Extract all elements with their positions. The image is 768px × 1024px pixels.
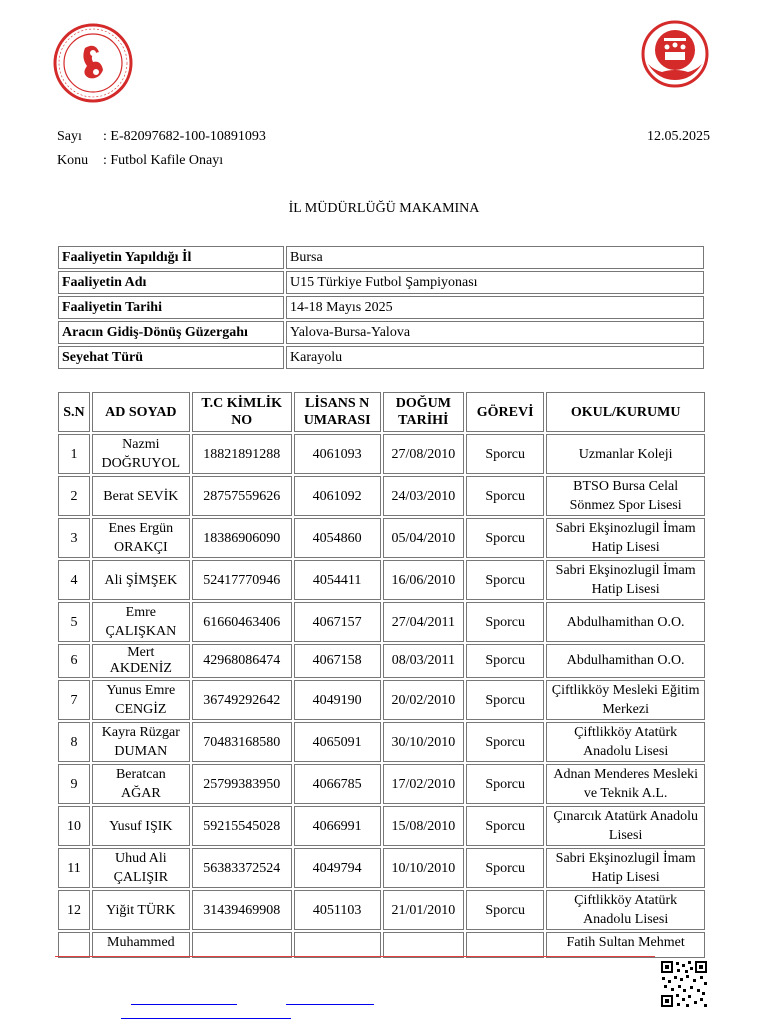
ministry-logo xyxy=(52,22,134,104)
konu-row xyxy=(57,153,357,171)
info-value: U15 Türkiye Futbol Şampiyonası xyxy=(286,271,704,294)
row-tc: 18821891288 xyxy=(192,434,292,474)
row-tc: 42968086474 xyxy=(192,644,292,678)
row-license: 4066785 xyxy=(294,764,381,804)
row-name: Uhud Ali ÇALIŞIR xyxy=(92,848,190,888)
row-role: Sporcu xyxy=(466,680,544,720)
row-name: Berat SEVİK xyxy=(92,476,190,516)
footer-link-1[interactable] xyxy=(131,996,237,1008)
table-row xyxy=(58,476,705,516)
row-birthdate: 08/03/2011 xyxy=(383,644,464,678)
row-name: Yiğit TÜRK xyxy=(92,890,190,930)
row-license: 4067157 xyxy=(294,602,381,642)
table-row xyxy=(58,764,705,804)
info-value: Bursa xyxy=(286,246,704,269)
row-school: BTSO Bursa Celal Sönmez Spor Lisesi xyxy=(546,476,705,516)
row-license: 4067158 xyxy=(294,644,381,678)
document-date: 12.05.2025 xyxy=(647,129,710,144)
row-tc: 28757559626 xyxy=(192,476,292,516)
info-row xyxy=(58,296,704,319)
row-sn: 8 xyxy=(58,722,90,762)
row-name: Beratcan AĞAR xyxy=(92,764,190,804)
row-role: Sporcu xyxy=(466,560,544,600)
table-row xyxy=(58,806,705,846)
table-row xyxy=(58,644,705,678)
row-tc: 36749292642 xyxy=(192,680,292,720)
row-role: Sporcu xyxy=(466,806,544,846)
row-sn: 5 xyxy=(58,602,90,642)
row-license: 4066991 xyxy=(294,806,381,846)
row-sn: 1 xyxy=(58,434,90,474)
row-role: Sporcu xyxy=(466,476,544,516)
row-tc: 31439469908 xyxy=(192,890,292,930)
row-school: Fatih Sultan Mehmet xyxy=(546,932,705,958)
sayi-label: Sayı xyxy=(57,129,82,144)
row-school: Sabri Ekşinozlugil İmam Hatip Lisesi xyxy=(546,848,705,888)
row-birthdate: 21/01/2010 xyxy=(383,890,464,930)
column-header-license: LİSANS N UMARASI xyxy=(294,392,381,432)
row-license: 4065091 xyxy=(294,722,381,762)
info-row xyxy=(58,271,704,294)
row-license: 4061093 xyxy=(294,434,381,474)
row-role xyxy=(466,932,544,958)
row-name: Enes Ergün ORAKÇI xyxy=(92,518,190,558)
row-license: 4049794 xyxy=(294,848,381,888)
info-label: Faaliyetin Tarihi xyxy=(58,296,284,319)
footer-divider xyxy=(55,956,655,957)
row-license: 4051103 xyxy=(294,890,381,930)
sayi-row xyxy=(57,129,357,147)
row-name: Yunus Emre CENGİZ xyxy=(92,680,190,720)
row-sn: 10 xyxy=(58,806,90,846)
row-sn: 7 xyxy=(58,680,90,720)
column-header-school: OKUL/KURUMU xyxy=(546,392,705,432)
column-header-name: AD SOYAD xyxy=(92,392,190,432)
row-tc: 61660463406 xyxy=(192,602,292,642)
row-school: Adnan Menderes Mesleki ve Teknik A.L. xyxy=(546,764,705,804)
row-name: Ali ŞİMŞEK xyxy=(92,560,190,600)
row-license: 4061092 xyxy=(294,476,381,516)
row-school: Sabri Ekşinozlugil İmam Hatip Lisesi xyxy=(546,560,705,600)
row-sn: 6 xyxy=(58,644,90,678)
table-row xyxy=(58,434,705,474)
row-sn xyxy=(58,932,90,958)
row-name: Nazmi DOĞRUYOL xyxy=(92,434,190,474)
info-value: 14-18 Mayıs 2025 xyxy=(286,296,704,319)
row-school: Çiftlikköy Mesleki Eğitim Merkezi xyxy=(546,680,705,720)
info-label: Seyehat Türü xyxy=(58,346,284,369)
column-header-sn: S.N xyxy=(58,392,90,432)
row-name: Muhammed xyxy=(92,932,190,958)
row-birthdate: 30/10/2010 xyxy=(383,722,464,762)
row-birthdate: 24/03/2010 xyxy=(383,476,464,516)
info-row xyxy=(58,321,704,344)
konu-value: : Futbol Kafile Onayı xyxy=(103,153,224,168)
row-sn: 12 xyxy=(58,890,90,930)
row-birthdate: 10/10/2010 xyxy=(383,848,464,888)
row-birthdate xyxy=(383,932,464,958)
table-row xyxy=(58,932,705,958)
row-school: Abdulhamithan O.O. xyxy=(546,644,705,678)
footer-link-3[interactable] xyxy=(121,1010,291,1022)
athlete-list-table xyxy=(56,390,707,960)
row-role: Sporcu xyxy=(466,644,544,678)
info-row xyxy=(58,246,704,269)
row-tc: 70483168580 xyxy=(192,722,292,762)
row-role: Sporcu xyxy=(466,764,544,804)
qr-code-icon xyxy=(660,960,708,1008)
row-birthdate: 27/04/2011 xyxy=(383,602,464,642)
row-role: Sporcu xyxy=(466,434,544,474)
row-birthdate: 27/08/2010 xyxy=(383,434,464,474)
row-tc: 52417770946 xyxy=(192,560,292,600)
row-sn: 11 xyxy=(58,848,90,888)
row-license: 4049190 xyxy=(294,680,381,720)
column-header-birthdate: DOĞUM TARİHİ xyxy=(383,392,464,432)
row-school: Çiftlikköy Atatürk Anadolu Lisesi xyxy=(546,722,705,762)
row-birthdate: 15/08/2010 xyxy=(383,806,464,846)
info-label: Aracın Gidiş-Dönüş Güzergahı xyxy=(58,321,284,344)
sayi-value: : E-82097682-100-10891093 xyxy=(103,129,266,144)
column-header-tc: T.C KİMLİK NO xyxy=(192,392,292,432)
protection-logo xyxy=(636,20,714,88)
row-name: Mert AKDENİZ xyxy=(92,644,190,678)
info-label: Faaliyetin Yapıldığı İl xyxy=(58,246,284,269)
footer-link-2[interactable] xyxy=(286,996,374,1008)
table-row xyxy=(58,890,705,930)
row-role: Sporcu xyxy=(466,890,544,930)
row-role: Sporcu xyxy=(466,848,544,888)
row-school: Çınarcık Atatürk Anadolu Lisesi xyxy=(546,806,705,846)
row-birthdate: 05/04/2010 xyxy=(383,518,464,558)
row-school: Sabri Ekşinozlugil İmam Hatip Lisesi xyxy=(546,518,705,558)
table-row xyxy=(58,560,705,600)
activity-info-table xyxy=(56,244,706,371)
row-name: Emre ÇALIŞKAN xyxy=(92,602,190,642)
row-tc xyxy=(192,932,292,958)
row-sn: 2 xyxy=(58,476,90,516)
row-school: Abdulhamithan O.O. xyxy=(546,602,705,642)
info-value: Yalova-Bursa-Yalova xyxy=(286,321,704,344)
row-role: Sporcu xyxy=(466,518,544,558)
row-birthdate: 17/02/2010 xyxy=(383,764,464,804)
row-birthdate: 16/06/2010 xyxy=(383,560,464,600)
row-birthdate: 20/02/2010 xyxy=(383,680,464,720)
row-name: Yusuf IŞIK xyxy=(92,806,190,846)
table-row xyxy=(58,680,705,720)
table-row xyxy=(58,518,705,558)
row-tc: 18386906090 xyxy=(192,518,292,558)
row-license: 4054411 xyxy=(294,560,381,600)
row-license xyxy=(294,932,381,958)
row-name: Kayra Rüzgar DUMAN xyxy=(92,722,190,762)
info-label: Faaliyetin Adı xyxy=(58,271,284,294)
table-row xyxy=(58,602,705,642)
row-tc: 56383372524 xyxy=(192,848,292,888)
row-school: Çiftlikköy Atatürk Anadolu Lisesi xyxy=(546,890,705,930)
row-license: 4054860 xyxy=(294,518,381,558)
row-school: Uzmanlar Koleji xyxy=(546,434,705,474)
row-role: Sporcu xyxy=(466,722,544,762)
table-row xyxy=(58,722,705,762)
row-sn: 4 xyxy=(58,560,90,600)
info-value: Karayolu xyxy=(286,346,704,369)
table-header-row xyxy=(58,392,705,432)
row-role: Sporcu xyxy=(466,602,544,642)
row-tc: 25799383950 xyxy=(192,764,292,804)
row-sn: 3 xyxy=(58,518,90,558)
column-header-role: GÖREVİ xyxy=(466,392,544,432)
row-sn: 9 xyxy=(58,764,90,804)
table-body xyxy=(58,434,705,958)
page-title: İL MÜDÜRLÜĞÜ MAKAMINA xyxy=(288,201,480,216)
table-row xyxy=(58,848,705,888)
info-row xyxy=(58,346,704,369)
konu-label: Konu xyxy=(57,153,89,168)
row-tc: 59215545028 xyxy=(192,806,292,846)
